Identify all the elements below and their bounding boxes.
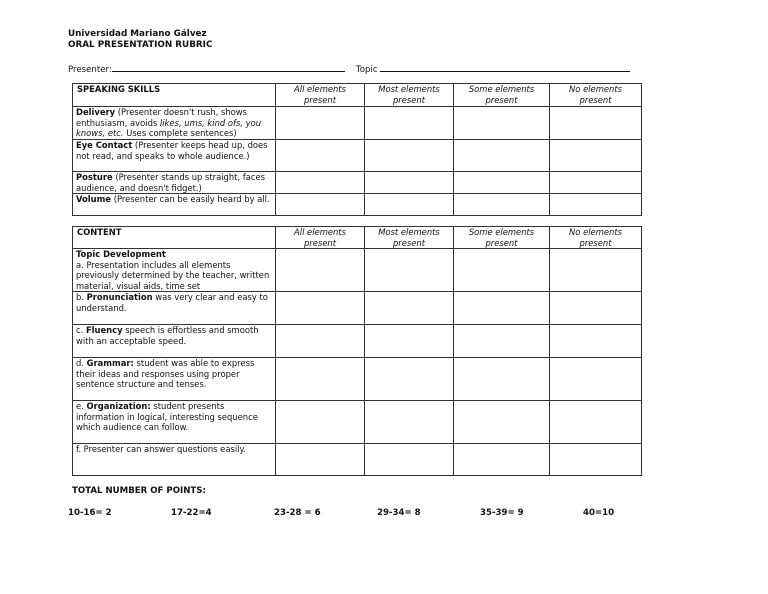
score-band: 40=10: [583, 508, 615, 518]
score-cell[interactable]: [550, 444, 642, 476]
score-cell[interactable]: [276, 325, 365, 358]
score-cell[interactable]: [454, 140, 550, 172]
score-cell[interactable]: [454, 401, 550, 444]
content-header-row: [73, 227, 642, 249]
level-all-header: All elements present: [276, 84, 365, 107]
criterion-pronunciation: b. Pronunciation was very clear and easy to understand.: [73, 292, 276, 325]
score-band: 10-16= 2: [68, 508, 112, 518]
score-cell[interactable]: [276, 358, 365, 401]
speaking-heading: SPEAKING SKILLS: [73, 84, 276, 107]
score-cell[interactable]: [365, 358, 454, 401]
score-band: 29-34= 8: [377, 508, 421, 518]
score-cell[interactable]: [365, 194, 454, 216]
criterion-delivery: Delivery (Presenter doesn't rush, shows enthusiasm, avoids likes, ums, kind ofs, you knows, etc. Uses complete sentences): [73, 107, 276, 140]
score-cell[interactable]: [276, 249, 365, 292]
level-most-header: Most elements present: [365, 227, 454, 249]
criterion-topic-development: Topic Development a. Presentation includes all elements previously determined by the teacher, written material, visual aids, time set: [73, 249, 276, 292]
score-cell[interactable]: [276, 401, 365, 444]
score-cell[interactable]: [276, 292, 365, 325]
score-cell[interactable]: [454, 194, 550, 216]
document-title: ORAL PRESENTATION RUBRIC: [68, 40, 213, 50]
score-cell[interactable]: [365, 107, 454, 140]
score-cell[interactable]: [454, 358, 550, 401]
level-some-header: Some elements present: [454, 84, 550, 107]
criterion-posture: Posture (Presenter stands up straight, faces audience, and doesn't fidget.): [73, 172, 276, 194]
level-all-header: All elements present: [276, 227, 365, 249]
criterion-eye-contact-row: [73, 140, 642, 172]
score-cell[interactable]: [365, 401, 454, 444]
score-band: 23-28 = 6: [274, 508, 321, 518]
criterion-questions-row: [73, 444, 642, 476]
score-cell[interactable]: [365, 325, 454, 358]
criterion-pronunciation-row: [73, 292, 642, 325]
presenter-line[interactable]: [112, 62, 345, 72]
score-cell[interactable]: [550, 140, 642, 172]
score-cell[interactable]: [365, 140, 454, 172]
score-cell[interactable]: [454, 107, 550, 140]
criterion-fluency: c. Fluency speech is effortless and smooth with an acceptable speed.: [73, 325, 276, 358]
level-none-header: No elements present: [550, 227, 642, 249]
score-cell[interactable]: [550, 172, 642, 194]
topic-line[interactable]: [380, 62, 630, 72]
criterion-posture-row: [73, 172, 642, 194]
criterion-volume-row: [73, 194, 642, 216]
score-cell[interactable]: [454, 292, 550, 325]
speaking-header-row: [73, 84, 642, 107]
criterion-topic-development-row: [73, 249, 642, 292]
presenter-label: Presenter:: [68, 65, 112, 75]
criterion-volume: Volume (Presenter can be easily heard by all.: [73, 194, 276, 216]
score-cell[interactable]: [276, 194, 365, 216]
score-cell[interactable]: [365, 292, 454, 325]
score-cell[interactable]: [550, 325, 642, 358]
criterion-organization-row: [73, 401, 642, 444]
criterion-questions: f. Presenter can answer questions easily.: [73, 444, 276, 476]
score-band: 35-39= 9: [480, 508, 524, 518]
score-cell[interactable]: [550, 249, 642, 292]
score-cell[interactable]: [550, 107, 642, 140]
criterion-eye-contact: Eye Contact (Presenter keeps head up, does not read, and speaks to whole audience.): [73, 140, 276, 172]
level-none-header: No elements present: [550, 84, 642, 107]
score-cell[interactable]: [276, 444, 365, 476]
criterion-delivery-row: [73, 107, 642, 140]
score-cell[interactable]: [365, 249, 454, 292]
criterion-grammar-row: [73, 358, 642, 401]
presenter-field: [68, 62, 345, 76]
score-cell[interactable]: [550, 194, 642, 216]
topic-field: [356, 62, 630, 76]
score-cell[interactable]: [365, 444, 454, 476]
topic-label: Topic: [356, 65, 378, 75]
score-cell[interactable]: [276, 172, 365, 194]
score-cell[interactable]: [550, 358, 642, 401]
content-table: [72, 226, 642, 476]
score-band: 17-22=4: [171, 508, 212, 518]
criterion-organization: e. Organization: student presents information in logical, interesting sequence which audience can follow.: [73, 401, 276, 444]
score-cell[interactable]: [454, 325, 550, 358]
score-cell[interactable]: [365, 172, 454, 194]
university-name: Universidad Mariano Gálvez: [68, 29, 207, 39]
score-cell[interactable]: [454, 444, 550, 476]
score-cell[interactable]: [276, 107, 365, 140]
score-cell[interactable]: [454, 249, 550, 292]
score-cell[interactable]: [454, 172, 550, 194]
criterion-grammar: d. Grammar: student was able to express their ideas and responses using proper sentence structure and tenses.: [73, 358, 276, 401]
total-points-label: TOTAL NUMBER OF POINTS:: [72, 486, 206, 496]
criterion-fluency-row: [73, 325, 642, 358]
level-some-header: Some elements present: [454, 227, 550, 249]
score-cell[interactable]: [550, 292, 642, 325]
speaking-skills-table: [72, 83, 642, 216]
score-cell[interactable]: [550, 401, 642, 444]
content-heading: CONTENT: [73, 227, 276, 249]
level-most-header: Most elements present: [365, 84, 454, 107]
score-cell[interactable]: [276, 140, 365, 172]
